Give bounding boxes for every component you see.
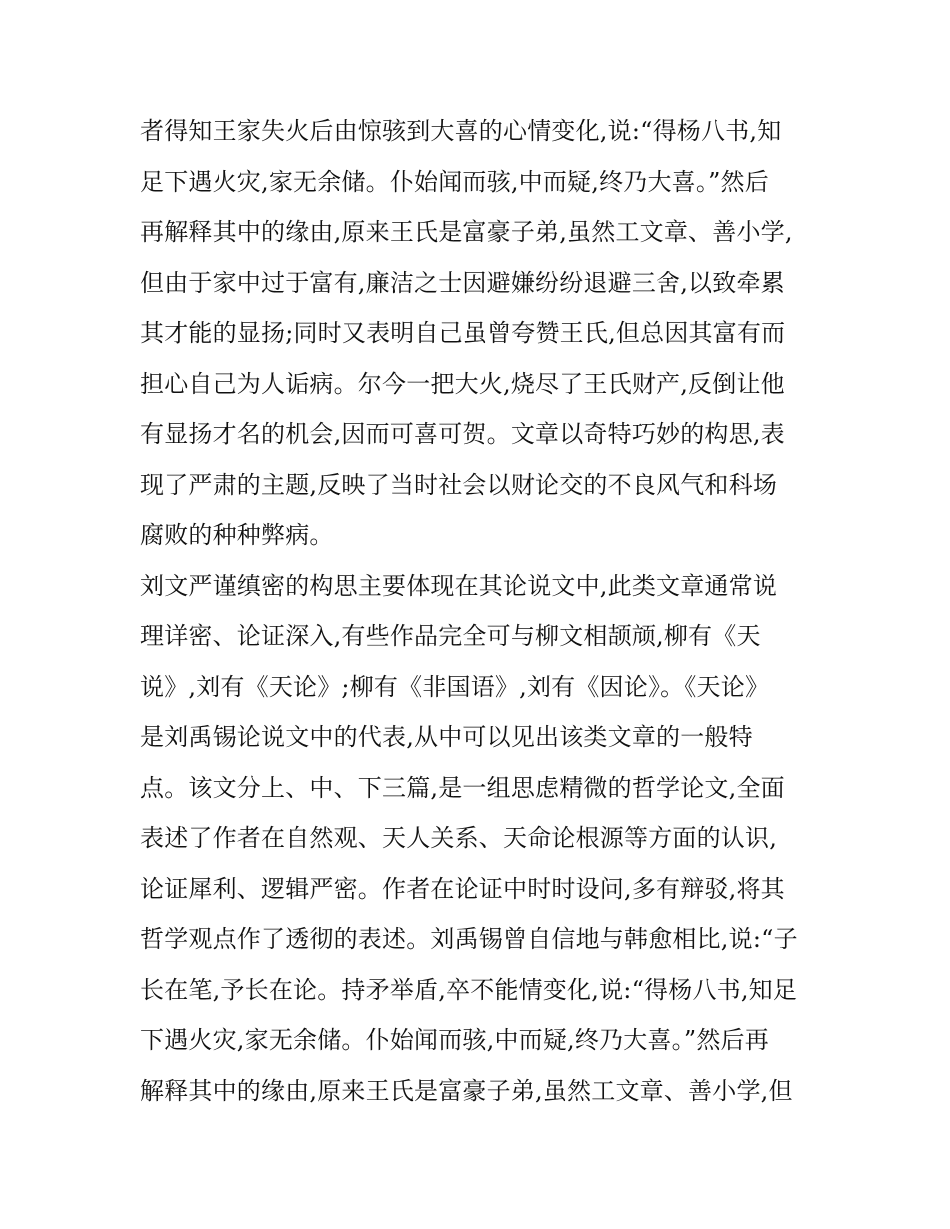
text-line: 表述了作者在自然观、天人关系、天命论根源等方面的认识, bbox=[140, 824, 778, 852]
text-line: 解释其中的缘由,原来王氏是富豪子弟,虽然工文章、善小学,但 bbox=[140, 1076, 793, 1105]
text-line: 担心自己为人诟病。尔今一把大火,烧尽了王氏财产,反倒让他 bbox=[140, 369, 785, 398]
text-line: 其才能的显扬;同时又表明自己虽曾夸赞王氏,但总因其富有而 bbox=[140, 319, 786, 347]
text-line: 长在笔,予长在论。持矛举盾,卒不能情变化,说:“得杨八书,知足 bbox=[140, 975, 798, 1004]
text-line: 哲学观点作了透彻的表述。刘禹锡曾自信地与韩愈相比,说:“子 bbox=[140, 925, 798, 953]
text-line: 现了严肃的主题,反映了当时社会以财论交的不良风气和科场 bbox=[140, 470, 778, 499]
text-line: 腐败的种种弊病。 bbox=[140, 521, 334, 549]
text-line: 点。该文分上、中、下三篇,是一组思虑精微的哲学论文,全面 bbox=[140, 773, 785, 802]
text-line: 足下遇火灾,家无余储。仆始闻而骇,中而疑,终乃大喜。”然后 bbox=[140, 167, 769, 196]
text-line: 有显扬才名的机会,因而可喜可贺。文章以奇特巧妙的构思,表 bbox=[140, 420, 785, 448]
text-line: 理详密、论证深入,有些作品完全可与柳文相颉颃,柳有《天 bbox=[140, 622, 761, 650]
text-line: 论证犀利、逻辑严密。作者在论证中时时设问,多有辩驳,将其 bbox=[140, 874, 785, 903]
text-line: 者得知王家失火后由惊骇到大喜的心情变化,说:“得杨八书,知 bbox=[140, 117, 782, 145]
text-line: 刘文严谨缜密的构思主要体现在其论说文中,此类文章通常说 bbox=[140, 571, 778, 600]
text-line: 下遇火灾,家无余储。仆始闻而骇,中而疑,终乃大喜。”然后再 bbox=[140, 1026, 769, 1054]
text-line: 说》,刘有《天论》;柳有《非国语》,刘有《因论》。《天论》 bbox=[140, 672, 770, 701]
text-line: 再解释其中的缘由,原来王氏是富豪子弟,虽然工文章、善小学, bbox=[140, 218, 793, 246]
text-line: 但由于家中过于富有,廉洁之士因避嫌纷纷退避三舍,以致牵累 bbox=[140, 268, 785, 297]
body-text bbox=[140, 106, 840, 1116]
text-line: 是刘禹锡论说文中的代表,从中可以见出该类文章的一般特 bbox=[140, 723, 753, 751]
